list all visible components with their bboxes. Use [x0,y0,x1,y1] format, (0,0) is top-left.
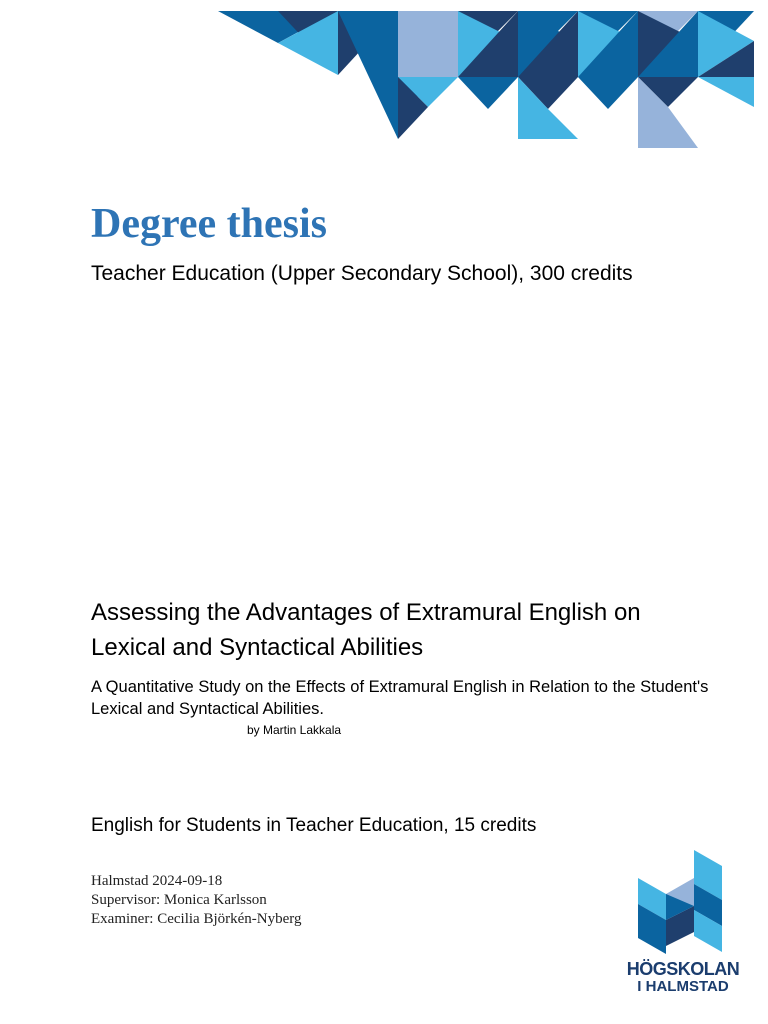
logo-name-line1: HÖGSKOLAN [626,959,740,979]
place-date: Halmstad 2024-09-18 [91,873,223,889]
thesis-subtitle: A Quantitative Study on the Effects of Extramural English in Relation to the Student's Lexical and Syntactical Abilities. [91,678,709,718]
university-logo [618,850,748,1000]
hogskolan-logo-icon [636,850,728,956]
thesis-meta [91,872,302,929]
thesis-title: Assessing the Advantages of Extramural English on Lexical and Syntactical Abilities [91,599,641,661]
supervisor: Supervisor: Monica Karlsson [91,892,267,908]
triangle-banner-graphic [218,11,754,148]
course-name: English for Students in Teacher Education, 15 credits [91,815,537,836]
logo-name-line2: I HALMSTAD [637,978,729,995]
examiner: Examiner: Cecilia Björkén-Nyberg [91,911,302,927]
program-name: Teacher Education (Upper Secondary School), 300 credits [91,262,633,285]
document-type-title: Degree thesis [91,201,327,247]
author-byline: by Martin Lakkala [247,723,342,737]
